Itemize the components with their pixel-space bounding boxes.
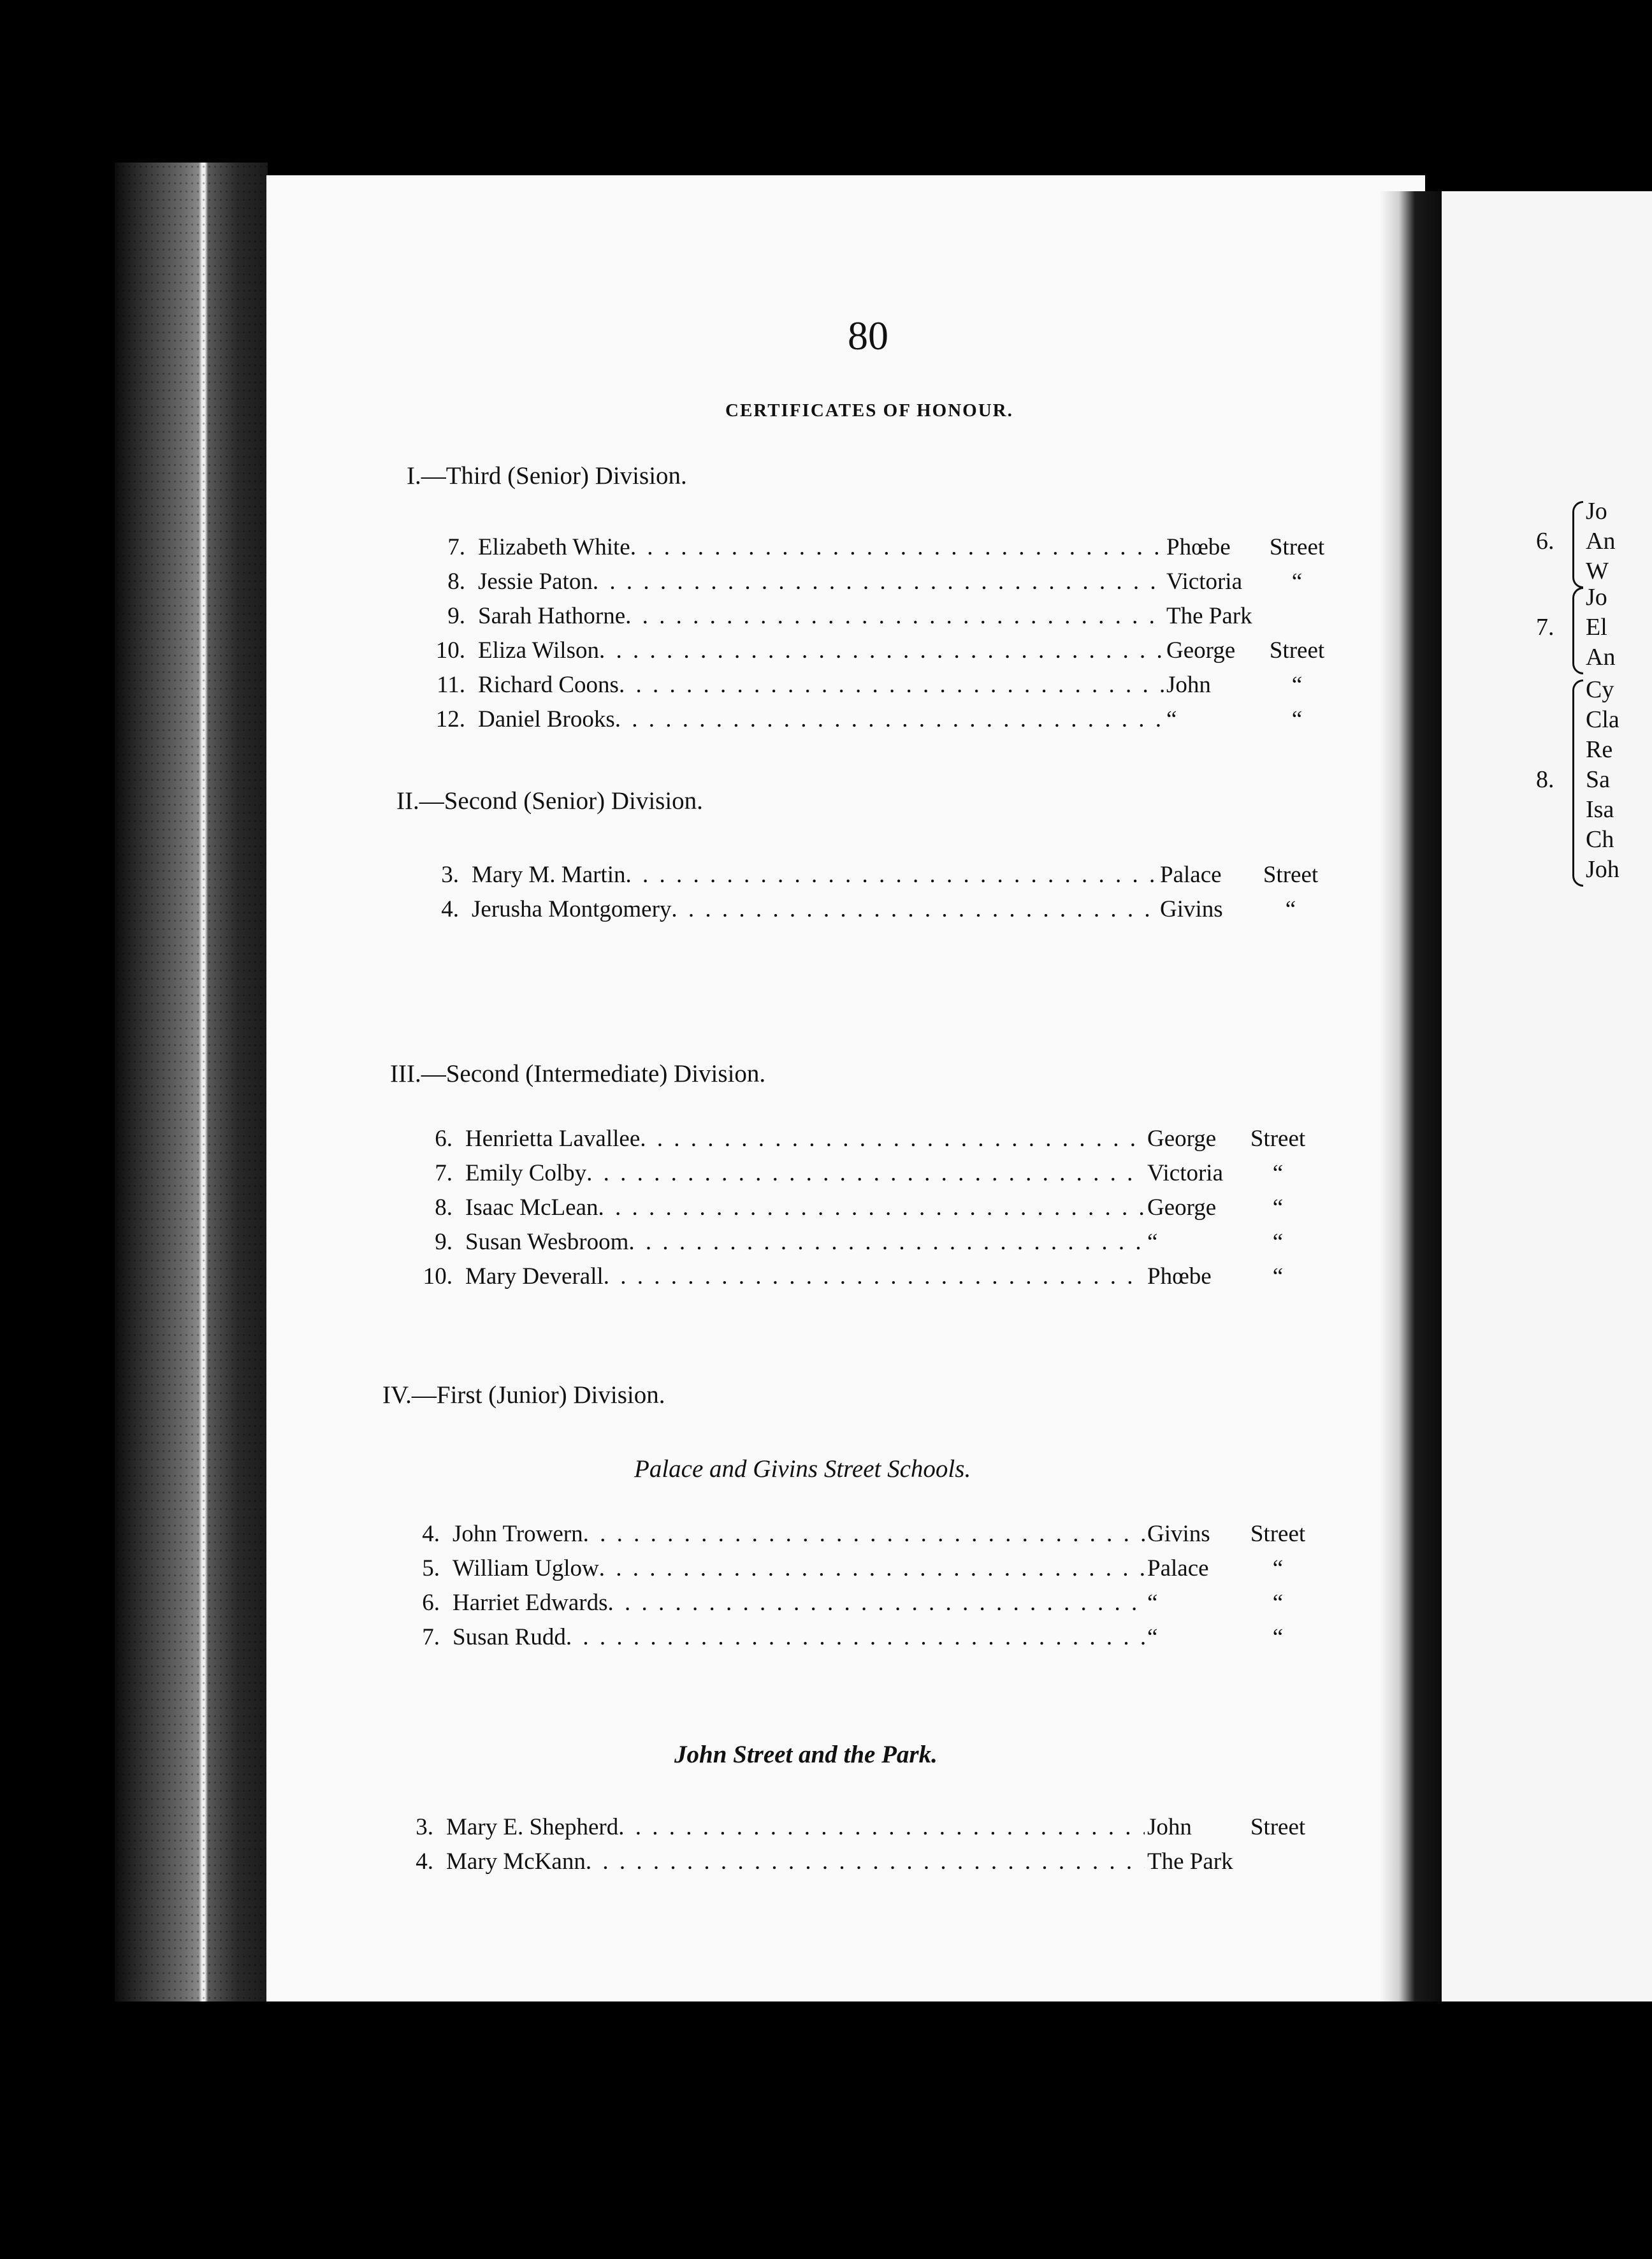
dot-leader: [566, 1620, 1145, 1655]
facing-group-number: 6.: [1536, 527, 1554, 555]
school-street: John: [1147, 1814, 1192, 1840]
student-name: Jerusha Montgomery: [472, 896, 672, 922]
facing-name-fragment: An: [1586, 528, 1616, 555]
page-heading: CERTIFICATES OF HONOUR.: [725, 400, 1013, 421]
facing-name-fragment: Cla: [1586, 706, 1619, 733]
school-name: [1164, 668, 1332, 702]
entry-number: 8.: [447, 569, 465, 595]
school-street: George: [1147, 1195, 1217, 1221]
dot-leader: [640, 1122, 1145, 1156]
student-name: Richard Coons: [478, 672, 619, 698]
school-name: [1157, 892, 1326, 927]
school-suffix: “: [1285, 896, 1296, 922]
list-item: [376, 1845, 1313, 1879]
facing-group-number: 7.: [1536, 613, 1554, 641]
entry-line: [478, 599, 1332, 634]
entry-line: [453, 1620, 1313, 1655]
school-street: Givins: [1147, 1521, 1210, 1547]
dot-leader: [618, 1810, 1145, 1845]
entry-line: [465, 1225, 1313, 1260]
dot-leader: [615, 702, 1164, 737]
entry-line: [446, 1845, 1313, 1879]
entry-line: [453, 1517, 1313, 1551]
entry-number: 3.: [441, 862, 459, 888]
school-name: [1145, 1225, 1313, 1260]
brace-mark: [1572, 587, 1583, 674]
school-name: [1164, 599, 1332, 634]
student-name: Harriet Edwards: [453, 1590, 608, 1616]
student-name: William Uglow: [453, 1555, 599, 1581]
list-item: [382, 1517, 1313, 1551]
school-name: [1164, 702, 1332, 737]
entry-number: 6.: [435, 1126, 453, 1152]
brace-mark: [1572, 501, 1583, 588]
entry-line: [465, 1122, 1313, 1156]
school-suffix: Street: [1250, 1521, 1306, 1547]
school-street: George: [1147, 1126, 1217, 1152]
school-suffix: [1243, 1845, 1313, 1879]
entry-line: [478, 668, 1332, 702]
student-name: Mary McKann: [446, 1849, 586, 1875]
school-suffix: Street: [1250, 1814, 1306, 1840]
entry-number: 4.: [441, 896, 459, 922]
dot-leader: [598, 1191, 1145, 1225]
school-suffix: [1262, 599, 1332, 634]
entry-number: 10.: [423, 1263, 453, 1289]
student-name: Susan Rudd: [453, 1624, 566, 1650]
list-item: [402, 858, 1326, 892]
dot-leader: [671, 892, 1157, 927]
school-street: Victoria: [1147, 1160, 1224, 1186]
entry-line: [478, 565, 1332, 599]
school-name: [1145, 1191, 1313, 1225]
facing-name-fragment: W: [1586, 558, 1609, 585]
entry-line: [453, 1551, 1313, 1586]
list-item: [395, 1156, 1313, 1191]
student-name: Mary E. Shepherd: [446, 1814, 619, 1840]
facing-name-fragment: Isa: [1586, 796, 1614, 823]
school-suffix: “: [1272, 1160, 1284, 1186]
facing-name-fragment: Sa: [1586, 766, 1610, 793]
list-item: [395, 1191, 1313, 1225]
dot-leader: [625, 599, 1164, 634]
page-gutter: [1380, 191, 1444, 2021]
entry-number: 5.: [422, 1555, 440, 1581]
entry-number: 11.: [437, 672, 465, 698]
brace-mark: [1572, 679, 1583, 887]
school-name: [1145, 1156, 1313, 1191]
entry-line: [465, 1191, 1313, 1225]
dot-leader: [607, 1586, 1145, 1620]
school-name: [1145, 1517, 1313, 1551]
list-item: [408, 668, 1332, 702]
page-number: 80: [848, 313, 888, 358]
student-name: Mary M. Martin: [472, 862, 626, 888]
facing-page-fragment: [1442, 191, 1652, 2021]
entry-number: 12.: [435, 706, 465, 732]
student-name: Henrietta Lavallee: [465, 1126, 641, 1152]
book-spine: [115, 163, 268, 2043]
school-suffix: “: [1291, 569, 1303, 595]
entry-number: 7.: [435, 1160, 453, 1186]
list-item: [408, 530, 1332, 565]
dot-leader: [586, 1845, 1145, 1879]
entry-line: [472, 892, 1326, 927]
dot-leader: [599, 1551, 1145, 1586]
list-item: [408, 702, 1332, 737]
entry-line: [472, 858, 1326, 892]
entry-number: 4.: [422, 1521, 440, 1547]
dot-leader: [628, 1225, 1145, 1260]
school-street: Phœbe: [1166, 534, 1231, 560]
division-title: I.—Third (Senior) Division.: [407, 462, 687, 490]
school-suffix: “: [1272, 1195, 1284, 1221]
facing-name-fragment: Ch: [1586, 826, 1614, 853]
student-name: Isaac McLean: [465, 1195, 598, 1221]
student-name: Sarah Hathorne: [478, 603, 626, 629]
entry-line: [478, 702, 1332, 737]
dot-leader: [586, 1156, 1145, 1191]
entry-number: 9.: [435, 1229, 453, 1255]
subsection-title: John Street and the Park.: [674, 1741, 938, 1768]
student-name: Elizabeth White: [478, 534, 630, 560]
school-suffix: “: [1272, 1229, 1284, 1255]
school-name: [1145, 1260, 1313, 1294]
facing-name-fragment: Jo: [1586, 498, 1607, 525]
school-name: [1145, 1551, 1313, 1586]
dot-leader: [604, 1260, 1145, 1294]
school-name: [1145, 1122, 1313, 1156]
student-name: Emily Colby: [465, 1160, 587, 1186]
scan-border: [115, 2001, 1652, 2259]
school-street: John: [1166, 672, 1211, 698]
school-suffix: Street: [1269, 637, 1325, 664]
entry-number: 8.: [435, 1195, 453, 1221]
facing-name-fragment: El: [1586, 614, 1607, 641]
list-item: [382, 1620, 1313, 1655]
entry-line: [478, 530, 1332, 565]
student-name: Daniel Brooks: [478, 706, 615, 732]
dot-leader: [583, 1517, 1145, 1551]
school-name: [1164, 634, 1332, 668]
entry-number: 7.: [422, 1624, 440, 1650]
school-street: George: [1166, 637, 1236, 664]
school-name: [1145, 1586, 1313, 1620]
subsection-title: Palace and Givins Street Schools.: [634, 1455, 971, 1483]
school-suffix: Street: [1269, 534, 1325, 560]
school-street: The Park: [1147, 1849, 1233, 1875]
list-item: [395, 1122, 1313, 1156]
school-suffix: “: [1272, 1624, 1284, 1650]
school-street: The Park: [1166, 603, 1252, 629]
dot-leader: [599, 634, 1164, 668]
entry-number: 4.: [416, 1849, 433, 1875]
student-name: John Trowern: [453, 1521, 583, 1547]
dot-leader: [626, 858, 1158, 892]
facing-name-fragment: Cy: [1586, 676, 1614, 703]
list-item: [382, 1586, 1313, 1620]
school-street: Palace: [1147, 1555, 1209, 1581]
school-suffix: “: [1272, 1590, 1284, 1616]
school-street: “: [1147, 1229, 1158, 1255]
school-suffix: “: [1291, 706, 1303, 732]
entry-line: [446, 1810, 1313, 1845]
student-name: Mary Deverall: [465, 1263, 604, 1289]
facing-name-fragment: An: [1586, 644, 1616, 671]
school-name: [1157, 858, 1326, 892]
facing-name-fragment: Jo: [1586, 584, 1607, 611]
school-suffix: “: [1272, 1555, 1284, 1581]
school-street: “: [1147, 1590, 1158, 1616]
list-item: [395, 1225, 1313, 1260]
list-item: [408, 565, 1332, 599]
student-name: Eliza Wilson: [478, 637, 599, 664]
entry-line: [478, 634, 1332, 668]
school-name: [1164, 565, 1332, 599]
entry-number: 3.: [416, 1814, 433, 1840]
dot-leader: [630, 530, 1164, 565]
school-name: [1145, 1845, 1313, 1879]
division-title: III.—Second (Intermediate) Division.: [390, 1060, 766, 1087]
entry-number: 9.: [447, 603, 465, 629]
entry-line: [465, 1156, 1313, 1191]
school-name: [1164, 530, 1332, 565]
facing-name-fragment: Re: [1586, 736, 1613, 763]
school-street: “: [1166, 706, 1177, 732]
school-suffix: “: [1291, 672, 1303, 698]
school-suffix: “: [1272, 1263, 1284, 1289]
school-street: Victoria: [1166, 569, 1243, 595]
school-street: Palace: [1160, 862, 1222, 888]
list-item: [376, 1810, 1313, 1845]
entry-number: 7.: [447, 534, 465, 560]
division-title: II.—Second (Senior) Division.: [396, 787, 703, 815]
school-street: Phœbe: [1147, 1263, 1212, 1289]
school-name: [1145, 1620, 1313, 1655]
dot-leader: [593, 565, 1164, 599]
school-street: “: [1147, 1624, 1158, 1650]
page: [266, 175, 1425, 2008]
student-name: Susan Wesbroom: [465, 1229, 629, 1255]
list-item: [408, 634, 1332, 668]
entry-line: [465, 1260, 1313, 1294]
school-suffix: Street: [1263, 862, 1319, 888]
list-item: [395, 1260, 1313, 1294]
entry-line: [453, 1586, 1313, 1620]
entry-number: 10.: [435, 637, 465, 664]
dot-leader: [619, 668, 1164, 702]
facing-name-fragment: Joh: [1586, 856, 1619, 883]
school-name: [1145, 1810, 1313, 1845]
school-street: Givins: [1160, 896, 1223, 922]
list-item: [402, 892, 1326, 927]
list-item: [408, 599, 1332, 634]
list-item: [382, 1551, 1313, 1586]
entry-number: 6.: [422, 1590, 440, 1616]
facing-group-number: 8.: [1536, 766, 1554, 793]
division-title: IV.—First (Junior) Division.: [382, 1381, 665, 1409]
school-suffix: Street: [1250, 1126, 1306, 1152]
student-name: Jessie Paton: [478, 569, 593, 595]
